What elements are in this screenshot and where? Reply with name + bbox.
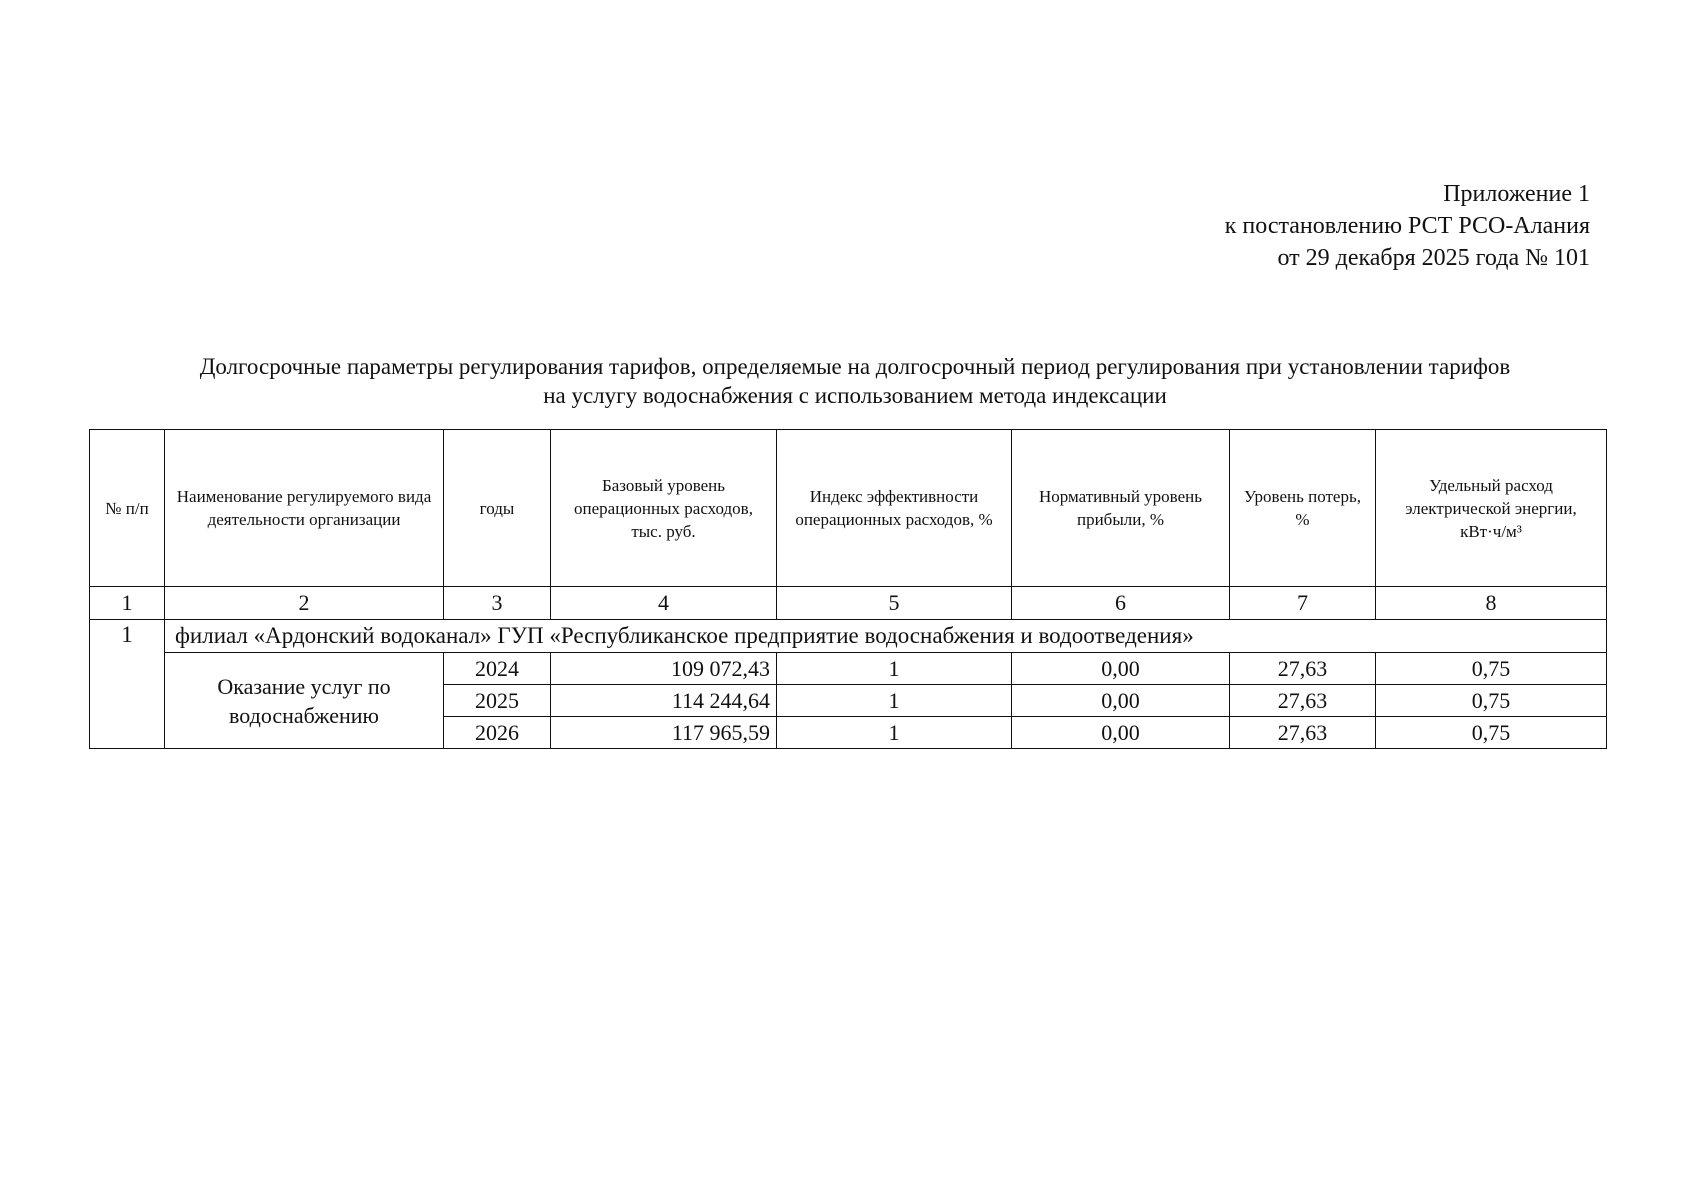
appendix-header [1225, 178, 1590, 274]
column-number-cell: 7 [1230, 587, 1376, 620]
header-cell-profit-level: Нормативный уровень прибыли, % [1012, 430, 1230, 587]
document-title-line-2: на услугу водоснабжения с использованием метода индексации [543, 383, 1167, 408]
base-opex-cell: 109 072,43 [551, 653, 777, 685]
table-row [90, 653, 1607, 685]
header-cell-activity: Наименование регулируемого вида деятельности организации [165, 430, 444, 587]
column-number-cell: 8 [1376, 587, 1607, 620]
header-cell-years: годы [444, 430, 551, 587]
profit-level-cell: 0,00 [1012, 717, 1230, 749]
column-number-row [90, 587, 1607, 620]
header-cell-number: № п/п [90, 430, 165, 587]
year-cell: 2025 [444, 685, 551, 717]
profit-level-cell: 0,00 [1012, 685, 1230, 717]
row-number-cell: 1 [90, 620, 165, 749]
efficiency-index-cell: 1 [777, 653, 1012, 685]
column-number-cell: 1 [90, 587, 165, 620]
column-number-cell: 2 [165, 587, 444, 620]
energy-consumption-cell: 0,75 [1376, 717, 1607, 749]
energy-consumption-cell: 0,75 [1376, 653, 1607, 685]
loss-level-cell: 27,63 [1230, 685, 1376, 717]
column-number-cell: 4 [551, 587, 777, 620]
loss-level-cell: 27,63 [1230, 653, 1376, 685]
appendix-label: Приложение 1 [1443, 181, 1590, 207]
column-number-cell: 3 [444, 587, 551, 620]
table-header-row [90, 430, 1607, 587]
energy-consumption-cell: 0,75 [1376, 685, 1607, 717]
appendix-resolution: к постановлению РСТ РСО-Алания [1224, 213, 1590, 239]
efficiency-index-cell: 1 [777, 685, 1012, 717]
profit-level-cell: 0,00 [1012, 653, 1230, 685]
document-title [90, 352, 1620, 410]
base-opex-cell: 114 244,64 [551, 685, 777, 717]
column-number-cell: 6 [1012, 587, 1230, 620]
appendix-date: от 29 декабря 2025 года № 101 [1277, 245, 1590, 271]
year-cell: 2024 [444, 653, 551, 685]
header-cell-base-opex: Базовый уровень операционных расходов, тыс. руб. [551, 430, 777, 587]
base-opex-cell: 117 965,59 [551, 717, 777, 749]
header-cell-energy-consumption: Удельный расход электрической энергии, кВт·ч/м³ [1376, 430, 1607, 587]
organization-row [90, 620, 1607, 653]
header-cell-efficiency-index: Индекс эффективности операционных расходов, % [777, 430, 1012, 587]
service-name-cell: Оказание услуг по водоснабжению [165, 653, 444, 749]
efficiency-index-cell: 1 [777, 717, 1012, 749]
parameters-table [89, 429, 1607, 749]
organization-name-cell: филиал «Ардонский водоканал» ГУП «Республиканское предприятие водоснабжения и водоотведения» [165, 620, 1607, 653]
loss-level-cell: 27,63 [1230, 717, 1376, 749]
year-cell: 2026 [444, 717, 551, 749]
column-number-cell: 5 [777, 587, 1012, 620]
document-title-line-1: Долгосрочные параметры регулирования тарифов, определяемые на долгосрочный период регулирования при установлении тарифов [199, 354, 1511, 379]
header-cell-loss-level: Уровень потерь, % [1230, 430, 1376, 587]
